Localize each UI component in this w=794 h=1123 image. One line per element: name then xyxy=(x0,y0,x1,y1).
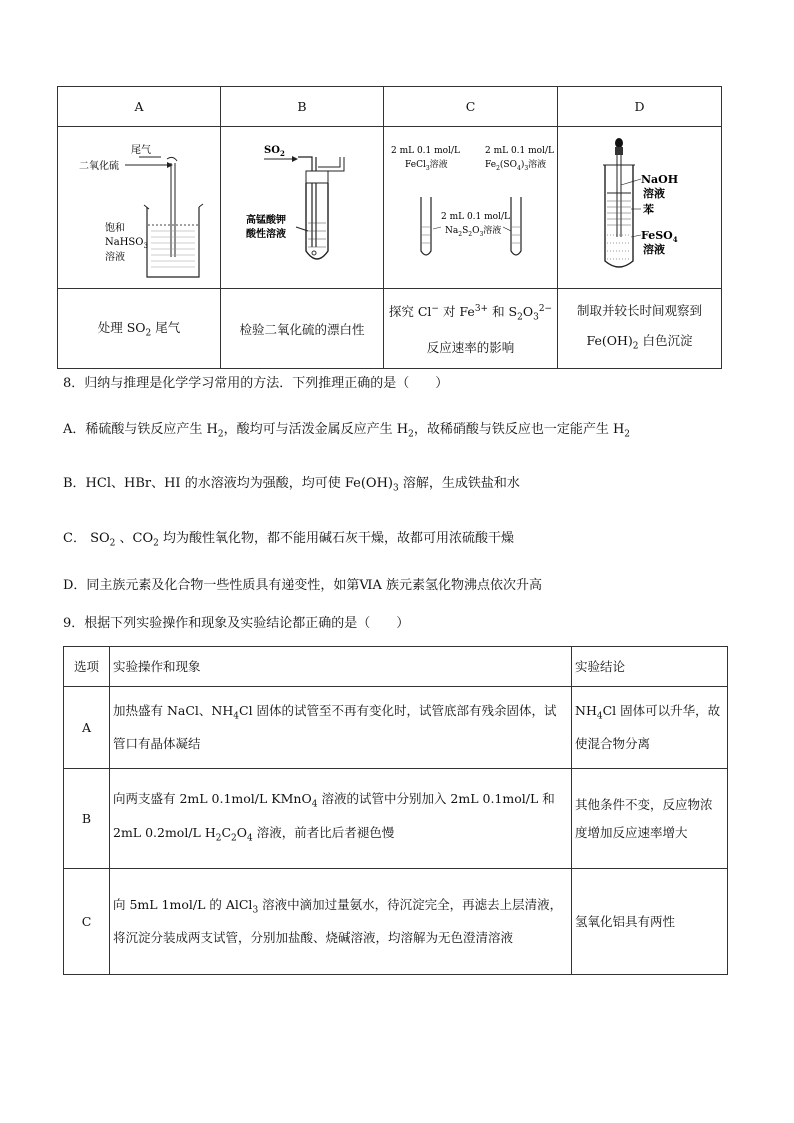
row-c-conclusion: 氢氧化铝具有两性 xyxy=(572,869,728,975)
table-row xyxy=(64,769,728,869)
benzene-label: 苯 xyxy=(642,203,654,216)
feso4-label: FeSO xyxy=(640,229,673,242)
right-reagent-l1: 2 mL 0.1 mol/L xyxy=(484,146,554,156)
right-reagent-l4: ) xyxy=(520,160,524,170)
svg-text:FeCl3溶液 xyxy=(405,158,448,172)
mid-reagent-l5: 溶液 xyxy=(482,226,501,236)
mid-reagent-l3: S xyxy=(461,226,468,236)
naoh-label-l2: 溶液 xyxy=(642,187,665,200)
so2-label: SO xyxy=(264,145,280,156)
mid-reagent-sub2: 2 xyxy=(467,231,472,238)
mid-reagent-sub3: 3 xyxy=(478,231,483,238)
caption-a: 处理 $SO_2$ 尾气 xyxy=(58,289,221,369)
beaker-gas-absorption-diagram xyxy=(59,127,219,285)
right-reagent-l5: 溶液 xyxy=(527,160,546,170)
solution-label-l1: 饱和 xyxy=(105,223,125,234)
q8-option-a: A．稀硫酸与铁反应产生 $H_2$，酸均可与活泼金属反应产生 $H_2$，故稀硝酸与铁反应也一定能产生 $H_2$ xyxy=(63,422,631,440)
mid-reagent-l4: O xyxy=(471,226,479,236)
svg-text:Na2S2O3溶液 xyxy=(445,224,501,238)
diagram-d-cell xyxy=(558,127,722,289)
solution-label-l2: NaHSO xyxy=(105,237,144,248)
left-reagent-l3: 溶液 xyxy=(429,160,448,170)
row-a-option: A xyxy=(64,687,110,769)
feso4-sub: 4 xyxy=(672,235,678,244)
mid-reagent-sub1: 2 xyxy=(457,231,462,238)
diagram-c-cell xyxy=(384,127,558,289)
row-b-operation: 向两支盛有 2mL 0.1mol/L KMnO$_4$ 溶液的试管中分别加入 2mL 0.1mol/L 和 2mL 0.2mol/L $H_2C_2O_4$ 溶液，前者比后者褪色慢 xyxy=(110,769,572,869)
left-reagent-sub: 3 xyxy=(425,165,430,172)
feso4-label-l2: 溶液 xyxy=(642,243,665,256)
q8-option-c: C． $SO_2$ 、$CO_2$ 均为酸性氧化物，都不能用碱石灰干燥，故都可用浓硫酸干燥 xyxy=(63,531,515,549)
left-reagent-l1: 2 mL 0.1 mol/L xyxy=(390,146,460,156)
left-reagent-l2: FeCl xyxy=(404,160,426,170)
svg-text:Fe2(SO4)3溶液 xyxy=(485,158,546,172)
diagram-a-cell xyxy=(58,127,221,289)
caption-d: 制取并较长时间观察到 $Fe(OH)_2$ 白色沉淀 xyxy=(558,289,722,369)
table-row xyxy=(64,687,728,769)
right-reagent-l2: Fe xyxy=(484,160,496,170)
right-reagent-sub1: 2 xyxy=(495,165,500,172)
solution-label-l3: 溶液 xyxy=(105,252,125,263)
header-operation: 实验操作和现象 xyxy=(110,647,572,687)
table-row xyxy=(64,869,728,975)
mid-reagent-l2: Na xyxy=(444,226,458,236)
header-conclusion: 实验结论 xyxy=(572,647,728,687)
right-reagent-sub3: 3 xyxy=(523,165,528,172)
svg-text:SO2 xyxy=(264,145,285,158)
tail-gas-label: 尾气 xyxy=(131,145,151,156)
reagent-l1: 高锰酸钾 xyxy=(246,215,286,226)
test-tube-bleaching-diagram xyxy=(222,127,382,285)
col-header-b: B xyxy=(221,87,384,127)
row-b-option: B xyxy=(64,769,110,869)
mid-reagent-l1: 2 mL 0.1 mol/L xyxy=(440,212,510,222)
dropper-tube-diagram xyxy=(559,127,721,285)
two-test-tubes-diagram xyxy=(385,127,557,285)
col-header-a: A xyxy=(58,87,221,127)
reagent-l2: 酸性溶液 xyxy=(246,229,286,240)
q8-option-b: B．HCl、HBr、HI 的水溶液均为强酸，均可使 $Fe(OH)_3$ 溶解，生成铁盐和水 xyxy=(63,476,520,494)
gas-label: 二氧化硫 xyxy=(79,161,119,172)
naoh-label-l1: NaOH xyxy=(640,173,678,186)
row-b-conclusion: 其他条件不变，反应物浓度增加反应速率增大 xyxy=(572,769,728,869)
caption-b: 检验二氧化硫的漂白性 xyxy=(221,289,384,369)
col-header-c: C xyxy=(384,87,558,127)
svg-text:NaHSO3 xyxy=(105,237,148,250)
right-reagent-sub2: 4 xyxy=(516,165,521,172)
apparatus-table xyxy=(57,86,722,369)
solution-sub: 3 xyxy=(143,242,148,250)
q8-stem: 8．归纳与推理是化学学习常用的方法．下列推理正确的是（ ） xyxy=(63,376,449,391)
svg-text:FeSO4 xyxy=(641,229,678,244)
row-c-option: C xyxy=(64,869,110,975)
row-a-conclusion: $NH_4Cl$ 固体可以升华，故使混合物分离 xyxy=(572,687,728,769)
row-a-operation: 加热盛有 NaCl、$NH_4Cl$ 固体的试管至不再有变化时，试管底部有残余固体，试管口有晶体凝结 xyxy=(110,687,572,769)
row-c-operation: 向 5mL 1mol/L 的 AlCl$_3$ 溶液中滴加过量氨水，待沉淀完全，再滤去上层清液，将沉淀分装成两支试管，分别加盐酸、烧碱溶液，均溶解为无色澄清溶液 xyxy=(110,869,572,975)
experiment-table xyxy=(63,646,728,975)
col-header-d: D xyxy=(558,87,722,127)
q9-stem: 9．根据下列实验操作和现象及实验结论都正确的是（ ） xyxy=(63,616,410,631)
header-option: 选项 xyxy=(64,647,110,687)
diagram-b-cell xyxy=(221,127,384,289)
so2-sub: 2 xyxy=(279,149,285,158)
right-reagent-l3: (SO xyxy=(499,160,517,170)
q8-option-d: D．同主族元素及化合物一些性质具有递变性，如第ⅥA 族元素氢化物沸点依次升高 xyxy=(63,578,543,593)
caption-c: 探究 Cl− 对 $Fe^{3+}$ 和 $S_2O_3^{2-}$ 反应速率的影响 xyxy=(384,289,558,369)
